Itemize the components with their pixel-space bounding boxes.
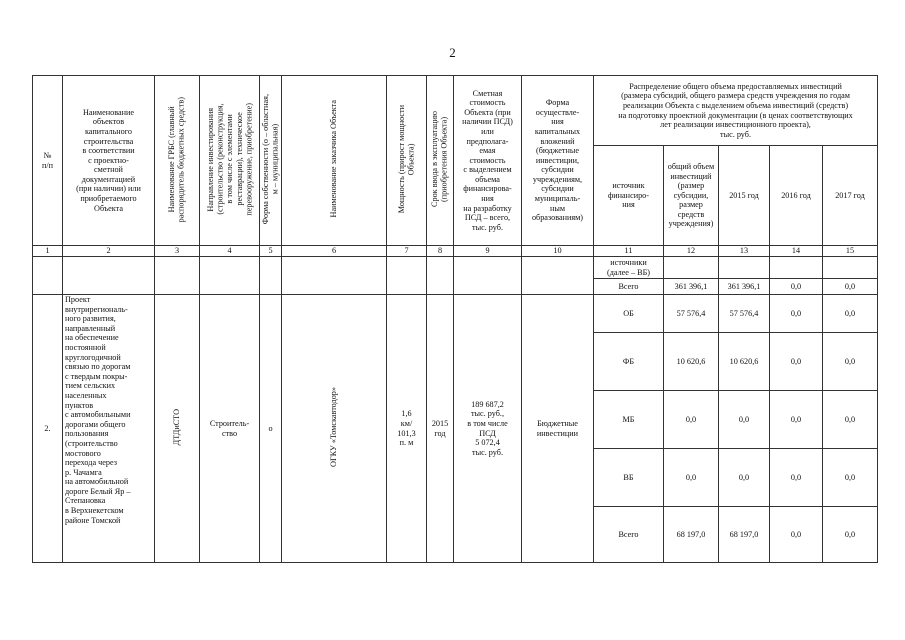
- empty-cell: [33, 257, 63, 295]
- column-number: 7: [387, 246, 427, 257]
- header-distribution: Распределение общего объема предоставляемых инвестиций (размера субсидий, общего размера средств учреждения по годам реализации Объекта с выделением объема инвестиций (средств) на подготовку проектной документации (в ценах соответствующих лет реализации инвестиционного проекта), тыс. руб.: [594, 76, 878, 146]
- header-commission-date: [427, 76, 454, 246]
- header-number: № п/п: [33, 76, 63, 246]
- empty-cell: [260, 257, 282, 295]
- column-number: 13: [719, 246, 770, 257]
- value-cell: 10 620,6: [719, 333, 770, 391]
- header-grbs-text: Наименование ГРБС (главный распорядитель бюджетных средств): [167, 96, 186, 222]
- empty-cell: [522, 257, 594, 295]
- header-ownership: [260, 76, 282, 246]
- project-form: Бюджетные инвестиции: [522, 295, 594, 563]
- page-number: 2: [449, 45, 456, 60]
- source-cell: источники (далее – ВБ): [594, 257, 664, 279]
- value-cell: 0,0: [823, 507, 878, 563]
- source-cell: ФБ: [594, 333, 664, 391]
- column-number: 8: [427, 246, 454, 257]
- header-direction: [200, 76, 260, 246]
- project-name: Проект внутрирегиональ- ного развития, направленный на обеспечение постоянной круглогодичной связью по дорогам с твердым покры- тием сельских населенных пунктов с автомобильными дорогами общего пользования (строительство мостового перехода через р. Чачамга на автомобильной дороге Белый Яр – Степановка в Верхнекетском районе Томской: [63, 295, 155, 563]
- value-cell: 10 620,6: [664, 333, 719, 391]
- project-number: 2.: [33, 295, 63, 563]
- project-customer-text: ОГКУ «Томскавтодор»: [329, 387, 339, 468]
- project-ownership: о: [260, 295, 282, 563]
- value-cell: 0,0: [823, 279, 878, 295]
- value-cell: 0,0: [770, 295, 823, 333]
- header-estimated-cost: Сметная стоимость Объекта (при наличии ПСД) или предполага- емая стоимость с выделением объема финансирова- ния на разработку ПСД – всего, тыс. руб.: [454, 76, 522, 246]
- header-capacity: [387, 76, 427, 246]
- value-cell: 0,0: [823, 391, 878, 449]
- column-number: 10: [522, 246, 594, 257]
- header-year-2015: 2015 год: [719, 146, 770, 246]
- header-capacity-text: Мощность (прирост мощности Объекта): [396, 105, 416, 214]
- header-year-2016: 2016 год: [770, 146, 823, 246]
- column-number: 14: [770, 246, 823, 257]
- empty-cell: [282, 257, 387, 295]
- value-cell: 0,0: [770, 449, 823, 507]
- project-grbs-text: ДТДиСТО: [172, 409, 182, 446]
- column-number: 12: [664, 246, 719, 257]
- header-grbs: [155, 76, 200, 246]
- table-row: [33, 295, 878, 333]
- value-cell: 0,0: [770, 391, 823, 449]
- column-number-row: [33, 246, 878, 257]
- value-cell: 0,0: [664, 391, 719, 449]
- source-cell: ОБ: [594, 295, 664, 333]
- value-cell: 0,0: [719, 391, 770, 449]
- value-cell: 361 396,1: [719, 279, 770, 295]
- empty-cell: [387, 257, 427, 295]
- value-cell: 0,0: [823, 449, 878, 507]
- value-cell: 0,0: [770, 507, 823, 563]
- value-cell: 0,0: [719, 449, 770, 507]
- empty-cell: [200, 257, 260, 295]
- project-capacity: 1,6 км/ 101,3 п. м: [387, 295, 427, 563]
- value-cell: [719, 257, 770, 279]
- header-year-2017: 2017 год: [823, 146, 878, 246]
- column-number: 15: [823, 246, 878, 257]
- project-year: 2015 год: [427, 295, 454, 563]
- project-cost: 189 687,2 тыс. руб., в том числе ПСД 5 072,4 тыс. руб.: [454, 295, 522, 563]
- empty-cell: [454, 257, 522, 295]
- value-cell: 57 576,4: [719, 295, 770, 333]
- value-cell: 0,0: [770, 279, 823, 295]
- column-number: 1: [33, 246, 63, 257]
- empty-cell: [155, 257, 200, 295]
- table-row: [33, 257, 878, 279]
- value-cell: 68 197,0: [664, 507, 719, 563]
- value-cell: 0,0: [770, 333, 823, 391]
- column-number: 6: [282, 246, 387, 257]
- header-direction-text: Направление инвестирования (строительство (реконструкция, в том числе с элементами реставрации), техническое перевооружение, приобретение): [205, 102, 253, 216]
- project-grbs: [155, 295, 200, 563]
- header-ownership-text: Форма собственности (о – областная, м – муниципальная): [260, 93, 280, 225]
- header-customer: [282, 76, 387, 246]
- empty-cell: [427, 257, 454, 295]
- source-cell: МБ: [594, 391, 664, 449]
- header-commission-date-text: Срок ввода в эксплуатацию (приобретения Объекта): [430, 111, 449, 208]
- source-cell: Всего: [594, 279, 664, 295]
- investment-table: [32, 75, 878, 563]
- value-cell: 57 576,4: [664, 295, 719, 333]
- header-customer-text: Наименование заказчика Объекта: [329, 100, 339, 218]
- source-cell: ВБ: [594, 449, 664, 507]
- value-cell: 0,0: [823, 333, 878, 391]
- header-total-volume: общий объем инвестиций (размер субсидии, размер средств учреждения): [664, 146, 719, 246]
- value-cell: 0,0: [823, 295, 878, 333]
- column-number: 3: [155, 246, 200, 257]
- value-cell: 68 197,0: [719, 507, 770, 563]
- column-number: 11: [594, 246, 664, 257]
- empty-cell: [63, 257, 155, 295]
- header-object-name: Наименование объектов капитального строительства в соответствии с проектно- сметной документацией (при наличии) или приобретаемого Объекта: [63, 76, 155, 246]
- header-investment-form: Форма осуществле- ния капитальных вложений (бюджетные инвестиции, субсидии учреждениям, субсидии муниципаль- ным образованиям): [522, 76, 594, 246]
- column-number: 2: [63, 246, 155, 257]
- column-number: 4: [200, 246, 260, 257]
- value-cell: [664, 257, 719, 279]
- column-number: 5: [260, 246, 282, 257]
- value-cell: 361 396,1: [664, 279, 719, 295]
- project-direction: Строитель- ство: [200, 295, 260, 563]
- source-cell: Всего: [594, 507, 664, 563]
- column-number: 9: [454, 246, 522, 257]
- value-cell: 0,0: [664, 449, 719, 507]
- project-customer: [282, 295, 387, 563]
- value-cell: [823, 257, 878, 279]
- value-cell: [770, 257, 823, 279]
- header-source: источник финансиро- ния: [594, 146, 664, 246]
